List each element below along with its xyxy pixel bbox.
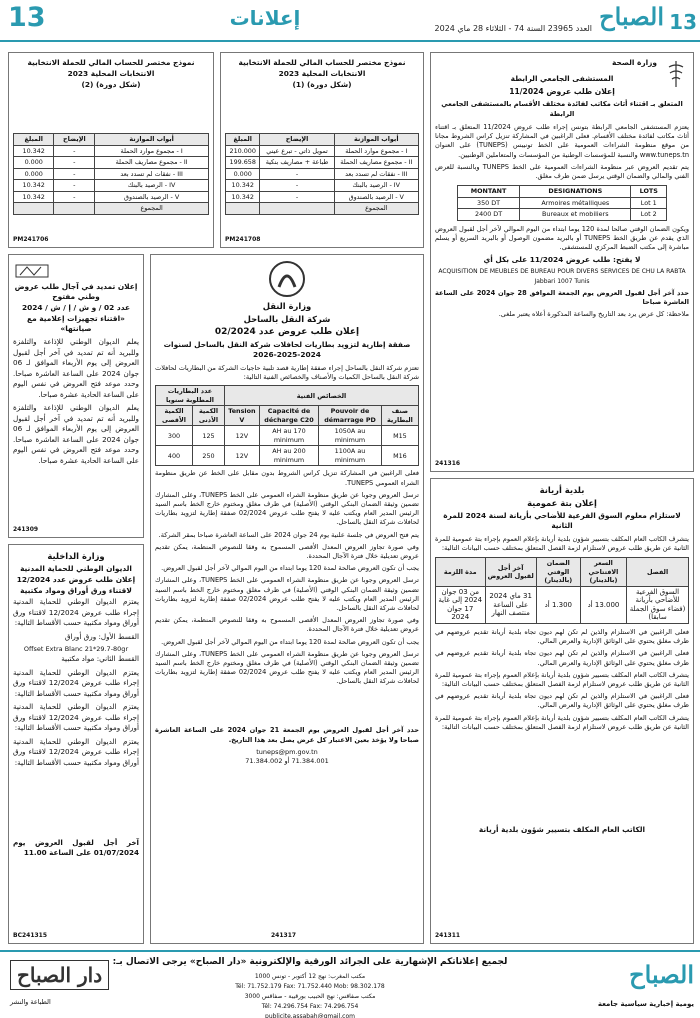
cell: - — [54, 191, 95, 203]
form2-sub: الانتخابات المحلية 2023 — [67, 69, 155, 78]
interior-formats: Offset Extra Blanc 21*29.7-80gr — [23, 645, 129, 653]
cell: 1050A au minimum — [319, 426, 382, 446]
form2-th: الإيضاح — [54, 134, 95, 146]
interior-body: يعتزم الديوان الوطني للحماية المدنية إجراء طلب عروض 12/2024 لاقتناء ورق أوراق ومواد مكتبية حسب الأقساط التالية: — [13, 597, 139, 627]
section-title: إعلانات — [229, 6, 301, 30]
transport-notice: إعلان طلب عروض عدد 02/2024 — [214, 327, 360, 337]
health-address: Jabbari 1007 Tunis — [534, 277, 590, 285]
interior-lot1: القسط الأول: ورق أوراق — [64, 631, 139, 641]
health-emblem-icon — [665, 59, 687, 89]
transport-th: Capacité de décharge C20 — [259, 406, 318, 426]
table-row — [156, 426, 419, 446]
cell: 13.000 أد — [580, 586, 626, 623]
health-body-3: ويكون الضمان الوقتي صالحا لمدة 120 يوما ابتداء من اليوم الموالي لآخر أجل لقبول العروض الذي يقدم عن طريق الخط TUNEPS أو بالبريد مضمون الوصول أو بالبريد السريع أو يسلم مباشرة إلى مكتب الضبط المركزي للمستشفى. — [435, 224, 689, 252]
transport-body-6: حدد آخر أجل لقبول العروض يوم الجمعة 21 جوان 2024 على الساعة العاشرة صباحا ولا يؤخذ بعين الاعتبار كل عرض يصل بعد هذا التاريخ. — [155, 726, 419, 744]
ariana-th: مدة اللزمة — [436, 558, 486, 587]
radio-subject: «اقتناء تجهيزات إعلامية مع صيانتها» — [27, 314, 125, 333]
cell: المجموع — [95, 203, 209, 215]
ariana-body-repeat-2: يتشرف الكاتب العام المكلف بتسيير شؤون بلدية أريانة بإعلام العموم بإجراء بتة عمومية للمرة الثانية عن طريق طلب عروض لاستلزام لزمة الفصل المتعلق بمختلف حسب البيانات التالية: — [435, 713, 689, 731]
health-delivery: ACQUISITION DE MEUBLES DE BUREAU POUR DIVERS SERVICES DE CHU LA RABTA — [438, 268, 686, 276]
cell: 300 — [156, 426, 193, 446]
ariana-title: بلدية أريانة — [539, 485, 585, 495]
transport-body-3: يتم فتح العروض في جلسة علنية يوم 24 جوان 2024 على الساعة العاشرة صباحا بمقر الشركة. — [158, 530, 419, 539]
ariana-conditions: فعلى الراغبين في الاستلزام والذين لم تكن لهم ديون تجاه بلدية أريانة تقديم عروضهم في ظرف مغلق يحتوي على الوثائق الإدارية والعرض المالي. — [435, 627, 689, 646]
table-row — [14, 145, 209, 157]
ariana-conditions-repeat: فعلى الراغبين في الاستلزام والذين لم تكن لهم ديون تجاه بلدية أريانة تقديم عروضهم في ظرف مغلق يحتوي على الوثائق الإدارية والعرض المالي. — [435, 649, 689, 667]
table-row — [14, 168, 209, 180]
table-row — [14, 203, 209, 215]
form2-title: نموذج مختصر للحساب المالي للحملة الانتخابية — [27, 58, 195, 67]
cell: III - نفقات لم تسدد بعد — [334, 168, 418, 180]
table-row — [156, 446, 419, 466]
cell: 250 — [192, 446, 224, 466]
radio-logo-icon — [15, 261, 49, 281]
ariana-th: الفصل — [627, 558, 689, 587]
cell: - — [260, 168, 334, 180]
cell: تمويل ذاتي - تبرع عيني — [260, 145, 334, 157]
radio-number: عدد 02 / و ش / إ / ش / 2024 — [21, 303, 131, 312]
transport-company: شركة النقل بالساحل — [243, 314, 331, 324]
page-number-right: 13 — [669, 10, 697, 34]
health-body-1: يعتزم المستشفى الجامعي الرابطة بتونس إجراء طلب عروض 11/2024 المتعلق بـ اقتناء أثاث مكاتب لفائدة مختلف الأقسام. فعلى الراغبين في المشاركة تنزيل كراس الشروط مجانا من موقع منظومة الشراءات العمومية على الخط تونيبس (TUNEPS) على العنوان www.tuneps.tn والنسبة للمؤسسات الوطنية من المؤسسات والمتعاملين الوطنيين. — [435, 123, 689, 159]
cell: II - مجموع مصاريف الحملة — [95, 157, 209, 169]
health-ministry: وزارة الصحة — [612, 58, 657, 67]
ariana-table — [435, 557, 689, 624]
transport-group-th: عدد البطاريات المطلوبة سنويا — [156, 386, 225, 406]
cell: - — [54, 168, 95, 180]
cell: 10.342 — [14, 191, 54, 203]
health-th-lots: LOTS — [631, 186, 667, 198]
form1-th: أبواب الموازنة — [334, 134, 418, 146]
transport-group-th: الخصائص الفنية — [225, 386, 419, 406]
cell: 170 AH au minimum — [259, 426, 318, 446]
ariana-filler — [435, 649, 689, 819]
cell: III - نفقات لم تسدد بعد — [95, 168, 209, 180]
cell: 199.658 — [226, 157, 260, 169]
form2-spacer — [13, 91, 209, 133]
page-footer — [0, 950, 700, 1018]
footer-left-logo: دار الصباح — [10, 960, 109, 990]
health-ref: 241316 — [435, 459, 461, 467]
interior-notice: إعلان طلب عروض عدد 12/2024 — [16, 575, 136, 584]
transport-body-1: فعلى الراغبين في المشاركة تنزيل كراس الشروط بدون مقابل على الخط عن طريق منظومة الشراء العمومي TUNEPS. — [155, 469, 419, 487]
footer-office-1: مكتب المغرب: نهج 12 أكتوبر - تونس 1000 — [254, 973, 366, 980]
form1-th: المبلغ — [226, 134, 260, 146]
radio-body-repeat: يعلم الديوان الوطني للإذاعة والتلفزة وللبريد أنه تم تمديد في آخر أجل لقبول العروض إلى يوم الأربعاء الموافق لـ 06 جوان 2024 على الساعة العاشرة صباحا. وحدد موعد فتح العروض في نفس اليوم على الساعة الحادية عشرة صباحا. — [13, 403, 139, 465]
form1-th: الإيضاح — [260, 134, 334, 146]
cell: 200 AH au minimum — [259, 446, 318, 466]
ad-interior — [8, 544, 144, 944]
interior-office: الديوان الوطني للحماية المدنية — [20, 564, 132, 573]
cell: I - مجموع موارد الحملة — [334, 145, 418, 157]
ad-form-2 — [8, 52, 214, 248]
health-hospital: المستشفى الجامعي الرابطة — [510, 74, 614, 83]
brand-logo: الصباح — [599, 2, 664, 31]
cell: 2400 DT — [458, 209, 520, 221]
table-row — [14, 157, 209, 169]
transport-intro: تعتزم شركة النقل بالساحل إجراء صفقة إطارية قصد تلبية حاجيات الشركة من البطاريات لحافلات شركة النقل بالساحل الكميات والأصناف والخصائص الفنية التالية: — [155, 364, 419, 382]
health-subject: المتعلق بـ اقتناء أثاث مكاتب لفائدة مختلف الأقسام بالمستشفى الجامعي الرابطة — [441, 100, 683, 118]
cell: - — [54, 180, 95, 192]
health-th-montant: MONTANT — [458, 186, 520, 198]
transport-th: Tension V — [225, 406, 260, 426]
form2-th: المبلغ — [14, 134, 54, 146]
health-deadline: حدد آخر أجل لقبول العروض يوم الجمعة الموافق 28 جوان 2024 على الساعة العاشرة صباحا — [435, 288, 689, 306]
table-row — [458, 209, 667, 221]
transport-th: الكمية الأقصى — [156, 406, 193, 426]
transport-email: tuneps@pm.gov.tn — [256, 747, 318, 756]
footer-logo-sub: يومية إخبارية سياسية جامعة — [597, 1000, 694, 1008]
cell: Lot 2 — [631, 209, 667, 221]
table-row — [226, 203, 419, 215]
table-row — [226, 191, 419, 203]
footer-phones-2: Tél: 74.296.754 Fax: 74.296.754 — [261, 1003, 359, 1010]
table-row — [436, 586, 689, 623]
footer-left-sub: الطباعة والنشر — [10, 998, 51, 1006]
cell — [54, 203, 95, 215]
transport-subject: صفقة إطارية لتزويد بطاريات لحافلات شركة النقل بالساحل لسنوات 2024-2025-2026 — [163, 340, 411, 359]
ad-health — [430, 52, 694, 472]
issue-line: العدد 23965 السنة 74 - الثلاثاء 28 ماي 2024 — [434, 24, 592, 33]
cell — [260, 203, 334, 215]
form1-title: نموذج مختصر للحساب المالي للحملة الانتخابية — [238, 58, 406, 67]
radio-ref: 241309 — [13, 525, 39, 533]
transport-body-repeat: ترسل العروض وجوبا عن طريق منظومة الشراء العمومي على الخط TUNEPS، وعلى المشارك تضمين وثيقة الضمان البنكي الوقتي (الأصلية) في ظرف مغلق ومختوم خارج الخط باسم السيد الرئيس المدير العام ويكتب عليه لا يفتح طلب عروض 02/2024 صفقة إطارية لتزويد بطاريات لحافلات شركة النقل بالساحل. — [155, 576, 419, 613]
transport-body-4: وفي صورة تجاوز العروض المعدل الأقصى المسموح به وفقا للنصوص المنظمة، يمكن تقديم عروض تعديلية خلال فترة الآجال المحددة. — [155, 542, 419, 561]
cell: 31 ماي 2024 على الساعة منتصف النهار — [485, 586, 536, 623]
transport-body-repeat-2: وفي صورة تجاوز العروض المعدل الأقصى المسموح به وفقا للنصوص المنظمة، يمكن تقديم عروض تعديلية خلال فترة الآجال المحددة. — [155, 616, 419, 634]
cell: 10.342 — [226, 191, 260, 203]
ariana-notice: إعلان بتة عمومية — [527, 498, 597, 508]
ariana-conditions-repeat-2: فعلى الراغبين في الاستلزام والذين لم تكن لهم ديون تجاه بلدية أريانة تقديم عروضهم في ظرف مغلق يحتوي على الوثائق الإدارية والعرض المالي. — [435, 692, 689, 710]
transport-table — [155, 385, 419, 466]
health-th-designations: DESIGNATIONS — [520, 186, 631, 198]
ariana-closing: الكاتب العام المكلف بتسيير شؤون بلدية أريانة — [478, 825, 646, 835]
cell: IV - الرصيد بالبنك — [334, 180, 418, 192]
form2-th: أبواب الموازنة — [95, 134, 209, 146]
cell: M15 — [381, 426, 418, 446]
transport-th: الكمية الأدنى — [192, 406, 224, 426]
cell: I - مجموع موارد الحملة — [95, 145, 209, 157]
ariana-body: يتشرف الكاتب العام المكلف بتسيير شؤون بلدية أريانة بإعلام العموم بإجراء بتة عمومية للمرة الثانية عن طريق طلب عروض لاستلزام لزمة الفصل المتعلق بمختلف حسب البيانات التالية: — [435, 535, 689, 553]
interior-body-repeat-2: يعتزم الديوان الوطني للحماية المدنية إجراء طلب عروض 12/2024 لاقتناء ورق أوراق ومواد مكتبية حسب الأقساط التالية: — [13, 702, 139, 733]
form1-form: (شكل دورة) (1) — [292, 80, 352, 89]
cell: 10.342 — [14, 145, 54, 157]
ariana-th: آخر أجل لقبول العروض — [485, 558, 536, 587]
footer-phones-1: Tél: 71.752.179 Fax: 71.752.440 Mob: 98.302.178 — [235, 983, 385, 990]
cell: طباعة + مصاريف بنكية — [260, 157, 334, 169]
cell: 10.342 — [14, 180, 54, 192]
transport-th: صنف البطارية — [381, 406, 418, 426]
page-header — [0, 0, 700, 42]
health-warning: لا يفتح: طلب عروض 11/2024 على بكل أي — [483, 255, 641, 265]
ariana-ref: 241311 — [435, 931, 461, 939]
table-row — [226, 180, 419, 192]
interior-body-repeat: يعتزم الديوان الوطني للحماية المدنية إجراء طلب عروض 12/2024 لاقتناء ورق أوراق ومواد مكتبية حسب الأقساط التالية: — [13, 667, 139, 698]
cell: المجموع — [334, 203, 418, 215]
transport-logo-icon — [155, 259, 419, 299]
ariana-subject: لاستلزام معلوم السوق الفرعية للأضاحي بأريانة لسنة 2024 للمرة الثانية — [443, 511, 681, 530]
cell: 350 DT — [458, 197, 520, 209]
health-notice: إعلان طلب عروض 11/2024 — [509, 87, 615, 96]
interior-ministry: وزارة الداخلية — [47, 551, 105, 561]
form1-spacer — [225, 91, 419, 133]
cell: M16 — [381, 446, 418, 466]
cell: Armoires métalliques — [520, 197, 631, 209]
cell: II - مجموع مصاريف الحملة — [334, 157, 418, 169]
cell: 12V — [225, 446, 260, 466]
table-row — [226, 145, 419, 157]
cell: 0.000 — [14, 157, 54, 169]
form1-table — [225, 133, 419, 215]
transport-phone: 71.384.001 أو 71.384.002 — [245, 757, 329, 766]
footer-office-2: مكتب صفاقس: نهج الحبيب بورقيبة - صفاقس 3000 — [244, 993, 376, 1000]
form1-ref: PM241708 — [225, 235, 261, 243]
cell: 125 — [192, 426, 224, 446]
health-note: ملاحظة: كل عرض يرد بعد التاريخ والساعة المذكورة أعلاه يعتبر ملغى. — [498, 310, 689, 319]
radio-notice: إعلان تمديد في آجال طلب عروض وطني مفتوح — [14, 282, 138, 301]
cell — [14, 203, 54, 215]
cell: السوق الفرعية للأضاحي بأريانة (فضاء سوق الجملة سابقا) — [627, 586, 689, 623]
transport-body-2: ترسل العروض وجوبا عن طريق منظومة الشراء العمومي على الخط TUNEPS، وعلى المشارك تضمين وثيقة الضمان البنكي الوقتي (الأصلية) في ظرف مغلق ومختوم خارج الخط باسم السيد الرئيس المدير العام ويكتب عليه لا يفتح طلب عروض 02/2024 صفقة إطارية لتزويد بطاريات لحافلات شركة النقل بالساحل. — [155, 490, 420, 527]
cell: من 03 جوان 2024 إلى غاية 17 جوان 2024 — [436, 586, 486, 623]
transport-body-repeat-4: ترسل العروض وجوبا عن طريق منظومة الشراء العمومي على الخط TUNEPS، وعلى المشارك تضمين وثيقة الضمان البنكي الوقتي (الأصلية) في ظرف مغلق ومختوم خارج الخط باسم السيد الرئيس المدير العام ويكتب عليه لا يفتح طلب عروض 02/2024 صفقة إطارية لتزويد بطاريات لحافلات شركة النقل بالساحل. — [155, 649, 419, 686]
transport-filler — [155, 576, 419, 726]
form2-ref: PM241706 — [13, 235, 49, 243]
interior-lot2: القسط الثاني: مواد مكتبية — [61, 654, 139, 664]
cell: 210.000 — [226, 145, 260, 157]
ariana-body-repeat: يتشرف الكاتب العام المكلف بتسيير شؤون بلدية أريانة بإعلام العموم بإجراء بتة عمومية للمرة الثانية عن طريق طلب عروض لاستلزام لزمة الفصل المتعلق بمختلف حسب البيانات التالية: — [435, 670, 689, 688]
health-body-2: يتم تقديم العروض عبر منظومة الشراءات العمومية على الخط TUNEPS وبالنسبة للعرض الفني والمالي والضمان الوقتي يرسل ضمن ظرف مغلق. — [435, 162, 689, 181]
ariana-th: السعر الافتتاحي (بالدينار) — [580, 558, 626, 587]
transport-body-5: يجب أن تكون العروض صالحة لمدة 120 يوما ابتداء من اليوم الموالي لآخر أجل لقبول العروض. — [161, 564, 419, 573]
cell: - — [260, 180, 334, 192]
cell: IV - الرصيد بالبنك — [95, 180, 209, 192]
radio-body: يعلم الديوان الوطني للإذاعة والتلفزة وللبريد أنه تم تمديد في آخر أجل لقبول العروض إلى يوم الأربعاء الموافق لـ 06 جوان 2024 على الساعة العاشرة صباحا. وحدد موعد فتح العروض في نفس اليوم على الساعة الحادية عشرة صباحا. — [13, 337, 139, 399]
interior-filler — [13, 668, 139, 838]
page-number-left: 13 — [8, 2, 46, 33]
transport-ref: 241317 — [271, 931, 297, 939]
cell: 0.000 — [226, 168, 260, 180]
interior-deadline: آخر أجل لقبول العروض يوم 01/07/2024 على الساعة 11.00 — [13, 837, 139, 858]
ad-ariana — [430, 478, 694, 944]
interior-subject: لاقتناء ورق أوراق ومواد مكتبية — [20, 586, 132, 595]
interior-ref: BC241315 — [13, 931, 48, 939]
cell: 1.300 أد — [536, 586, 580, 623]
cell: V - الرصيد بالصندوق — [95, 191, 209, 203]
table-row — [14, 191, 209, 203]
table-row — [226, 157, 419, 169]
ad-radio — [8, 254, 144, 538]
ad-transport — [150, 254, 424, 944]
table-row — [14, 180, 209, 192]
table-row — [458, 197, 667, 209]
transport-th: Pouvoir de démarrage PD — [319, 406, 382, 426]
footer-email[interactable]: publicite.assabah@gmail.com — [265, 1013, 355, 1018]
cell: 0.000 — [14, 168, 54, 180]
cell: 400 — [156, 446, 193, 466]
transport-ministry: وزارة النقل — [262, 301, 312, 311]
cell: Bureaux et mobiliers — [520, 209, 631, 221]
ad-form-1 — [220, 52, 424, 248]
ariana-th: الضمان الوقتي (بالدينار) — [536, 558, 580, 587]
form2-form: (شكل دورة) (2) — [81, 80, 141, 89]
table-row — [226, 168, 419, 180]
form2-table — [13, 133, 209, 215]
cell: Lot 1 — [631, 197, 667, 209]
cell: 1100A au minimum — [319, 446, 382, 466]
cell: - — [54, 157, 95, 169]
interior-body-repeat-3: يعتزم الديوان الوطني للحماية المدنية إجراء طلب عروض 12/2024 لاقتناء ورق أوراق ومواد مكتبية حسب الأقساط التالية: — [13, 736, 139, 767]
cell: - — [260, 191, 334, 203]
form1-sub: الانتخابات المحلية 2023 — [278, 69, 366, 78]
cell: - — [54, 145, 95, 157]
footer-title: لجميع إعلاناتكم الإشهارية على الجرائد الورقية والإلكترونية «دار الصباح» يرجى الاتصال بـ: — [112, 957, 508, 967]
cell — [226, 203, 260, 215]
health-lots-table — [457, 185, 667, 221]
cell: 10.342 — [226, 180, 260, 192]
cell: 12V — [225, 426, 260, 446]
footer-contacts — [100, 972, 520, 1018]
transport-body-repeat-3: يجب أن تكون العروض صالحة لمدة 120 يوما ابتداء من اليوم الموالي لآخر أجل لقبول العروض. — [161, 637, 419, 646]
cell: V - الرصيد بالصندوق — [334, 191, 418, 203]
footer-logo: الصباح — [629, 960, 694, 989]
